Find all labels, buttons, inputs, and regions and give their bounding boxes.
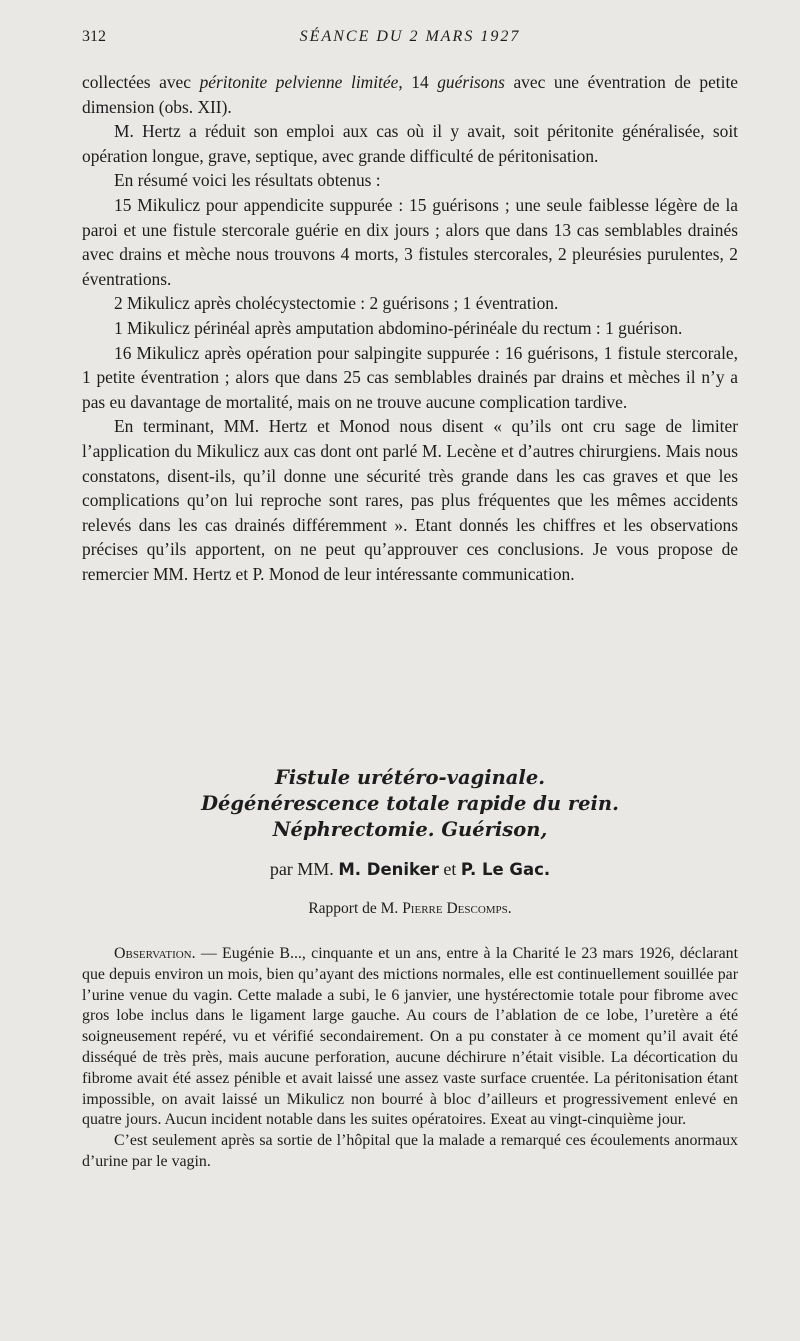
paragraph: 15 Mikulicz pour appendicite suppurée : 15 guérisons ; une seule faiblesse légère de la paroi et une fistule stercorale guérie en dix jours ; alors que dans 13 cas semblables drainés avec drains et mèche nous trouvons 4 morts, 3 fistules stercorales, 2 pleurésies purulentes, 2 éventrations.: [82, 194, 738, 289]
page-number: 312: [82, 28, 106, 45]
reporter-name: Pierre Descomps.: [402, 900, 512, 917]
author-name: M. Deniker: [338, 860, 439, 879]
title-line: Dégénérescence totale rapide du rein.: [201, 792, 619, 815]
running-title: SÉANCE DU 2 MARS 1927: [299, 28, 521, 45]
article-title: [82, 765, 738, 843]
emphasis-text: guérisons: [437, 72, 505, 92]
paragraph: M. Hertz a réduit son emploi aux cas où il y avait, soit péritonite généralisée, soit opération longue, grave, septique, avec grande difficulté de péritonisation.: [82, 121, 738, 166]
paragraph: 2 Mikulicz après cholécystectomie : 2 guérisons ; 1 éventration.: [114, 293, 559, 314]
observation-section: [82, 944, 738, 1173]
page-header: [82, 24, 738, 52]
article-byline: par MM. M. Deniker et P. Le Gac.: [269, 859, 551, 879]
title-line: Néphrectomie. Guérison,: [272, 818, 548, 841]
author-name: P. Le Gac.: [460, 860, 551, 879]
emphasis-text: péritonite pelvienne limitée: [199, 72, 399, 92]
report-body: [82, 70, 738, 586]
paragraph: En résumé voici les résultats obtenus :: [114, 170, 381, 191]
paragraph: En terminant, MM. Hertz et Monod nous disent « qu’ils ont cru sage de limiter l’application du Mikulicz aux cas dont ont parlé M. Lecène et d’autres chirurgiens. Mais nous constatons, disent-ils, qu’il donne une sécurité très grande dans les cas graves et que les complications qu’on lui reproche sont rares, pas plus fréquentes que les mêmes accidents relevés dans les cas drainés différemment ». Etant donnés les chiffres et les observations précises qu’ils apportent, on ne peut qu’approuver ces conclusions. Je vous propose de remercier MM. Hertz et P. Monod de leur intéressante communication.: [82, 416, 738, 584]
paragraph-continuation: collectées avec péritonite pelvienne limitée, 14 guérisons avec une éventration de petite dimension (obs. XII).: [82, 72, 738, 117]
paragraph: 16 Mikulicz après opération pour salpingite suppurée : 16 guérisons, 1 fistule stercorale, 1 petite éventration ; alors que dans 25 cas semblables drainés par drains et mèches il n’y a pas eu davantage de mortalité, mais on ne trouve aucune complication tardive.: [82, 342, 738, 412]
observation-label: Observation.: [114, 945, 196, 962]
report-credit: Rapport de M. Pierre Descomps.: [308, 900, 512, 917]
observation-paragraph: C’est seulement après sa sortie de l’hôpital que la malade a remarqué ces écoulements anormaux d’urine par le vagin.: [82, 1132, 738, 1170]
paragraph: 1 Mikulicz périnéal après amputation abdomino-périnéale du rectum : 1 guérison.: [114, 317, 683, 338]
observation-paragraph: Observation. — Eugénie B..., cinquante et un ans, entre à la Charité le 23 mars 1926, déclarant que depuis environ un mois, bien qu’ayant des mictions normales, elle est continuellement souillée par l’urine venue du vagin. Cette malade a subi, le 6 janvier, une hystérectomie totale pour fibrome avec gros lobe inclus dans le ligament large gauche. Au cours de l’ablation de ce lobe, l’uretère a été soigneusement repéré, vu et vérifié secondairement. On a pu constater à ce moment qu’il avait été disséqué de très près, mais aucune perforation, aucune déchirure n’était visible. La décortication du fibrome avait été assez pénible et avait laissé une assez vaste surface cruentée. La péritonisation étant impossible, on avait laissé un Mikulicz non bourré à bloc d’ailleurs et progressivement enlevé en quatre jours. Aucun incident notable dans les suites opératoires. Exeat au vingt-cinquième jour.: [82, 945, 738, 1129]
title-line: Fistule urétéro-vaginale.: [274, 766, 546, 789]
